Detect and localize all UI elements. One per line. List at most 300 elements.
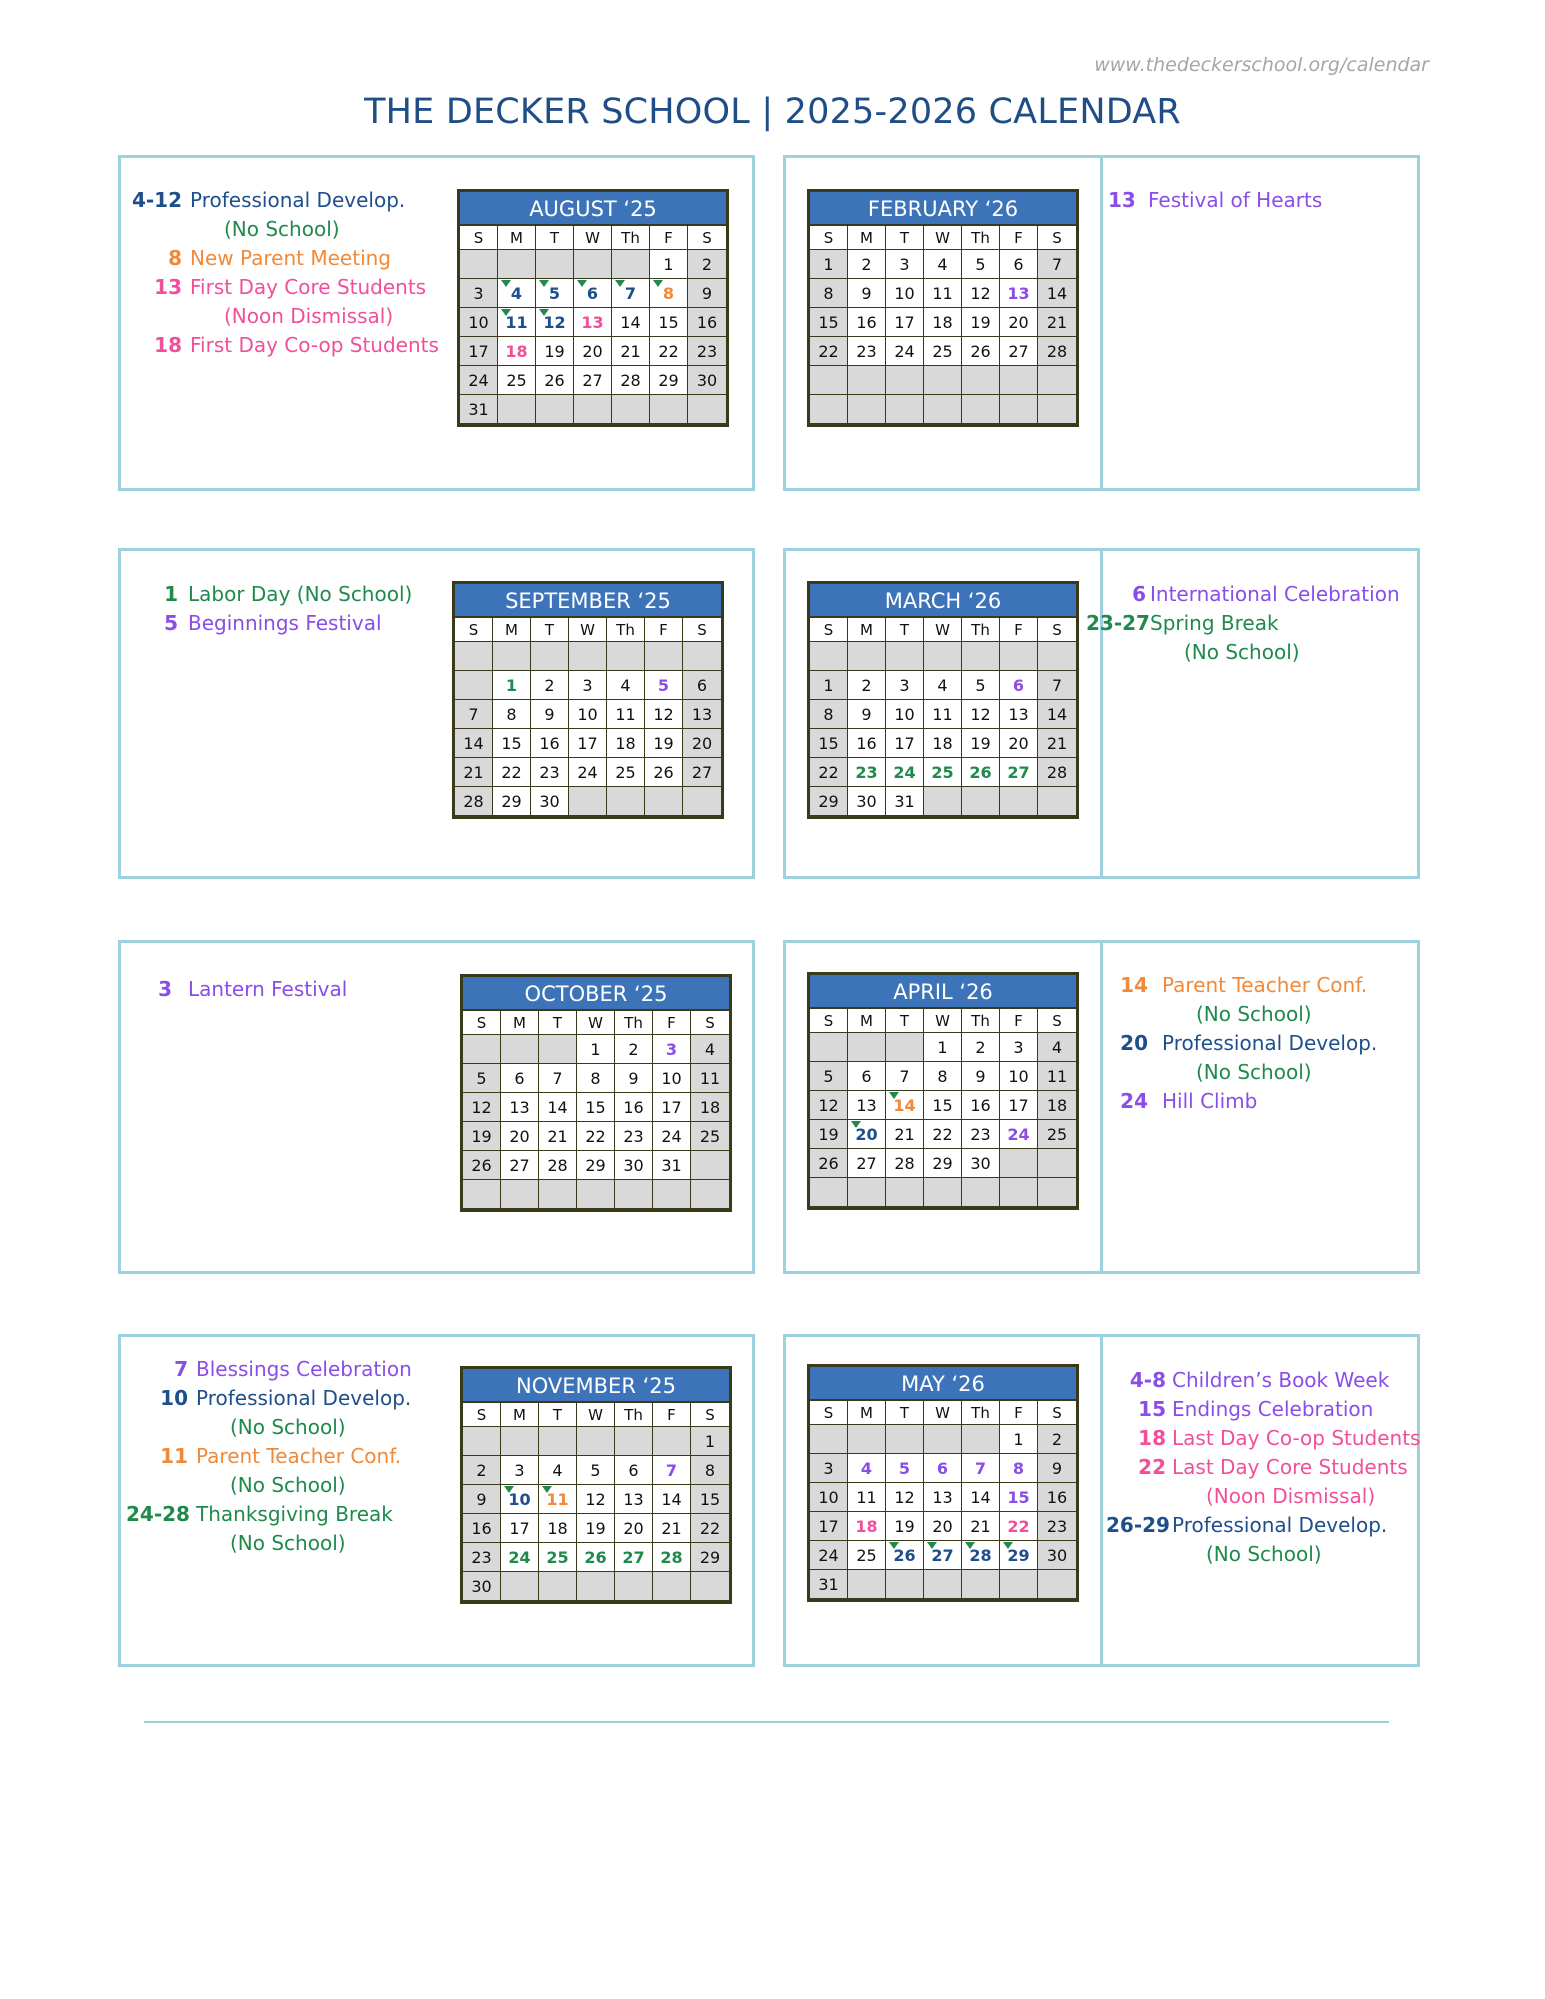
empty-cell [810, 1033, 848, 1062]
day-cell: 1 [810, 671, 848, 700]
calendar-march [807, 581, 1079, 819]
empty-cell [848, 1570, 886, 1599]
calendar-grid [810, 618, 1076, 816]
event-item [1086, 580, 1446, 608]
empty-cell [848, 642, 886, 671]
weekday-header: Th [615, 1011, 653, 1035]
day-cell: 14 [539, 1093, 577, 1122]
empty-cell [531, 642, 569, 671]
day-cell: 31 [886, 787, 924, 816]
event-label: International Celebration [1150, 582, 1400, 606]
event-label: Festival of Hearts [1148, 188, 1323, 212]
day-cell: 16 [688, 308, 726, 337]
empty-cell [498, 250, 536, 279]
day-cell: 14 [886, 1091, 924, 1120]
day-cell: 16 [848, 729, 886, 758]
day-cell: 18 [691, 1093, 729, 1122]
day-cell: 26 [810, 1149, 848, 1178]
event-date: 5 [164, 611, 178, 635]
day-cell: 10 [501, 1485, 539, 1514]
day-cell: 1 [493, 671, 531, 700]
empty-cell [1000, 1149, 1038, 1178]
day-cell: 8 [691, 1456, 729, 1485]
event-label: (No School) [1196, 1060, 1312, 1084]
day-cell: 22 [924, 1120, 962, 1149]
empty-cell [691, 1572, 729, 1601]
day-cell: 25 [539, 1543, 577, 1572]
website-url[interactable]: www.thedeckerschool.org/calendar [1094, 54, 1429, 76]
calendar-grid [463, 1011, 729, 1209]
day-cell: 2 [688, 250, 726, 279]
event-label: (No School) [224, 217, 340, 241]
day-cell: 10 [653, 1064, 691, 1093]
empty-cell [455, 671, 493, 700]
weekday-header: Th [612, 226, 650, 250]
day-cell: 11 [607, 700, 645, 729]
event-item [1106, 1453, 1466, 1481]
day-cell: 17 [1000, 1091, 1038, 1120]
event-date: 4-8 [1129, 1368, 1166, 1392]
day-cell: 30 [848, 787, 886, 816]
empty-cell [645, 642, 683, 671]
weekday-header: M [501, 1011, 539, 1035]
day-cell: 23 [688, 337, 726, 366]
empty-cell [650, 395, 688, 424]
weekday-header: M [501, 1403, 539, 1427]
day-cell: 23 [962, 1120, 1000, 1149]
empty-cell [924, 1178, 962, 1207]
day-cell: 9 [688, 279, 726, 308]
day-cell: 11 [848, 1483, 886, 1512]
day-cell: 3 [1000, 1033, 1038, 1062]
calendar-grid [810, 1401, 1076, 1599]
weekday-header: S [463, 1011, 501, 1035]
panel-divider [1100, 940, 1103, 1274]
event-item [126, 244, 486, 272]
day-cell: 25 [924, 337, 962, 366]
day-cell: 23 [848, 758, 886, 787]
day-cell: 13 [924, 1483, 962, 1512]
weekday-header: F [653, 1011, 691, 1035]
empty-cell [691, 1180, 729, 1209]
empty-cell [536, 395, 574, 424]
day-cell: 7 [653, 1456, 691, 1485]
weekday-header: S [810, 226, 848, 250]
day-cell: 20 [574, 337, 612, 366]
empty-cell [924, 366, 962, 395]
day-cell: 19 [645, 729, 683, 758]
day-cell: 26 [886, 1541, 924, 1570]
weekday-header: W [574, 226, 612, 250]
day-cell: 28 [455, 787, 493, 816]
event-label: (Noon Dismissal) [224, 304, 394, 328]
day-cell: 24 [569, 758, 607, 787]
day-cell: 17 [810, 1512, 848, 1541]
day-cell: 4 [924, 250, 962, 279]
calendar-grid [810, 226, 1076, 424]
empty-cell [848, 1178, 886, 1207]
page-title: THE DECKER SCHOOL | 2025-2026 CALENDAR [364, 92, 1181, 132]
day-cell: 6 [615, 1456, 653, 1485]
weekday-header: T [536, 226, 574, 250]
day-cell: 18 [924, 729, 962, 758]
day-cell: 25 [691, 1122, 729, 1151]
day-cell: 20 [683, 729, 721, 758]
empty-cell [962, 1570, 1000, 1599]
calendar-grid [460, 226, 726, 424]
day-cell: 1 [1000, 1425, 1038, 1454]
day-cell: 12 [810, 1091, 848, 1120]
weekday-header: Th [615, 1403, 653, 1427]
day-cell: 1 [577, 1035, 615, 1064]
event-date: 18 [154, 333, 182, 357]
weekday-header: W [924, 1009, 962, 1033]
day-cell: 17 [569, 729, 607, 758]
day-cell: 22 [1000, 1512, 1038, 1541]
event-date: 20 [1120, 1031, 1148, 1055]
day-cell: 9 [531, 700, 569, 729]
day-cell: 11 [539, 1485, 577, 1514]
empty-cell [810, 642, 848, 671]
day-cell: 25 [1038, 1120, 1076, 1149]
day-cell: 27 [1000, 758, 1038, 787]
day-cell: 21 [539, 1122, 577, 1151]
day-cell: 5 [536, 279, 574, 308]
empty-cell [683, 787, 721, 816]
day-cell: 13 [574, 308, 612, 337]
day-cell: 25 [848, 1541, 886, 1570]
weekday-header: W [569, 618, 607, 642]
empty-cell [1000, 1178, 1038, 1207]
event-item [126, 609, 486, 637]
day-cell: 23 [531, 758, 569, 787]
day-cell: 20 [924, 1512, 962, 1541]
day-cell: 26 [463, 1151, 501, 1180]
weekday-header: W [924, 1401, 962, 1425]
day-cell: 16 [962, 1091, 1000, 1120]
event-label: Parent Teacher Conf. [196, 1444, 402, 1468]
day-cell: 17 [653, 1093, 691, 1122]
day-cell: 19 [962, 729, 1000, 758]
weekday-header: S [1038, 226, 1076, 250]
weekday-header: M [848, 1401, 886, 1425]
calendar-grid [455, 618, 721, 816]
calendar-month-title: FEBRUARY ‘26 [810, 192, 1076, 226]
day-cell: 3 [810, 1454, 848, 1483]
day-cell: 4 [607, 671, 645, 700]
day-cell: 23 [848, 337, 886, 366]
bottom-divider-line [144, 1721, 1389, 1723]
event-item [1106, 1424, 1466, 1452]
event-date: 13 [154, 275, 182, 299]
day-cell: 19 [886, 1512, 924, 1541]
day-cell: 21 [612, 337, 650, 366]
empty-cell [539, 1427, 577, 1456]
weekday-header: T [886, 618, 924, 642]
weekday-header: W [924, 226, 962, 250]
day-cell: 5 [577, 1456, 615, 1485]
event-item [1106, 1366, 1466, 1394]
event-item [1108, 1087, 1468, 1115]
empty-cell [501, 1427, 539, 1456]
weekday-header: F [1000, 1009, 1038, 1033]
calendar-month-title: AUGUST ‘25 [460, 192, 726, 226]
event-label: Last Day Co-op Students [1172, 1426, 1421, 1450]
empty-cell [886, 366, 924, 395]
day-cell: 21 [1038, 308, 1076, 337]
day-cell: 27 [683, 758, 721, 787]
empty-cell [1038, 1149, 1076, 1178]
day-cell: 3 [569, 671, 607, 700]
day-cell: 17 [501, 1514, 539, 1543]
empty-cell [962, 366, 1000, 395]
event-date: 26-29 [1106, 1513, 1170, 1537]
event-item [126, 1471, 486, 1499]
day-cell: 29 [493, 787, 531, 816]
event-label: Professional Develop. [1172, 1513, 1388, 1537]
empty-cell [962, 1425, 1000, 1454]
day-cell: 19 [962, 308, 1000, 337]
day-cell: 31 [810, 1570, 848, 1599]
day-cell: 14 [455, 729, 493, 758]
event-label: (No School) [230, 1473, 346, 1497]
event-item [1106, 1482, 1466, 1510]
event-label: Lantern Festival [188, 977, 348, 1001]
weekday-header: S [1038, 1401, 1076, 1425]
calendar-february [807, 189, 1079, 427]
weekday-header: Th [962, 618, 1000, 642]
day-cell: 3 [460, 279, 498, 308]
event-date: 18 [1138, 1426, 1166, 1450]
weekday-header: S [810, 1009, 848, 1033]
day-cell: 16 [463, 1514, 501, 1543]
weekday-header: S [810, 618, 848, 642]
empty-cell [615, 1572, 653, 1601]
day-cell: 11 [498, 308, 536, 337]
event-item [126, 215, 486, 243]
event-date: 24-28 [126, 1502, 190, 1526]
day-cell: 16 [615, 1093, 653, 1122]
empty-cell [455, 642, 493, 671]
day-cell: 9 [848, 279, 886, 308]
empty-cell [501, 1180, 539, 1209]
empty-cell [569, 642, 607, 671]
day-cell: 10 [460, 308, 498, 337]
empty-cell [848, 1033, 886, 1062]
empty-cell [1038, 366, 1076, 395]
calendar-november [460, 1366, 732, 1604]
day-cell: 12 [886, 1483, 924, 1512]
weekday-header: S [691, 1011, 729, 1035]
empty-cell [886, 642, 924, 671]
event-date: 13 [1108, 188, 1136, 212]
event-label: Hill Climb [1162, 1089, 1258, 1113]
empty-cell [612, 395, 650, 424]
empty-cell [501, 1035, 539, 1064]
empty-cell [577, 1180, 615, 1209]
day-cell: 2 [848, 671, 886, 700]
day-cell: 15 [493, 729, 531, 758]
calendar-month-title: OCTOBER ‘25 [463, 977, 729, 1011]
empty-cell [1038, 787, 1076, 816]
day-cell: 10 [886, 279, 924, 308]
day-cell: 2 [531, 671, 569, 700]
calendar-october [460, 974, 732, 1212]
event-item [126, 1355, 486, 1383]
event-item [1108, 1029, 1468, 1057]
event-date: 22 [1138, 1455, 1166, 1479]
event-label: (No School) [230, 1415, 346, 1439]
event-item [126, 975, 486, 1003]
day-cell: 18 [539, 1514, 577, 1543]
event-label: (No School) [1206, 1542, 1322, 1566]
day-cell: 5 [645, 671, 683, 700]
day-cell: 8 [650, 279, 688, 308]
day-cell: 24 [460, 366, 498, 395]
event-item [1108, 1000, 1468, 1028]
event-label: Professional Develop. [190, 188, 406, 212]
event-item [126, 1500, 486, 1528]
day-cell: 29 [1000, 1541, 1038, 1570]
empty-cell [539, 1035, 577, 1064]
day-cell: 29 [650, 366, 688, 395]
weekday-header: T [539, 1403, 577, 1427]
empty-cell [574, 395, 612, 424]
day-cell: 2 [615, 1035, 653, 1064]
day-cell: 4 [1038, 1033, 1076, 1062]
day-cell: 2 [848, 250, 886, 279]
weekday-header: W [577, 1011, 615, 1035]
event-date: 7 [174, 1357, 188, 1381]
event-item [1106, 1511, 1466, 1539]
day-cell: 12 [645, 700, 683, 729]
event-label: First Day Co-op Students [190, 333, 439, 357]
day-cell: 21 [653, 1514, 691, 1543]
event-item [1086, 638, 1446, 666]
event-date: 1 [164, 582, 178, 606]
day-cell: 3 [886, 250, 924, 279]
weekday-header: T [886, 1009, 924, 1033]
day-cell: 1 [650, 250, 688, 279]
day-cell: 19 [536, 337, 574, 366]
day-cell: 6 [1000, 250, 1038, 279]
day-cell: 23 [615, 1122, 653, 1151]
day-cell: 28 [962, 1541, 1000, 1570]
day-cell: 6 [574, 279, 612, 308]
day-cell: 18 [848, 1512, 886, 1541]
weekday-header: W [924, 618, 962, 642]
day-cell: 25 [924, 758, 962, 787]
day-cell: 23 [1038, 1512, 1076, 1541]
event-item [1106, 1395, 1466, 1423]
day-cell: 27 [501, 1151, 539, 1180]
event-label: Professional Develop. [1162, 1031, 1378, 1055]
day-cell: 19 [463, 1122, 501, 1151]
day-cell: 6 [848, 1062, 886, 1091]
empty-cell [1000, 1570, 1038, 1599]
day-cell: 7 [1038, 250, 1076, 279]
day-cell: 28 [539, 1151, 577, 1180]
day-cell: 13 [615, 1485, 653, 1514]
empty-cell [886, 1033, 924, 1062]
day-cell: 12 [536, 308, 574, 337]
empty-cell [498, 395, 536, 424]
event-item [126, 302, 486, 330]
calendar-month-title: MAY ‘26 [810, 1367, 1076, 1401]
day-cell: 17 [460, 337, 498, 366]
calendar-april [807, 972, 1079, 1210]
day-cell: 24 [810, 1541, 848, 1570]
day-cell: 12 [962, 279, 1000, 308]
day-cell: 7 [962, 1454, 1000, 1483]
weekday-header: S [688, 226, 726, 250]
empty-cell [848, 395, 886, 424]
event-label: Spring Break [1150, 611, 1279, 635]
day-cell: 25 [607, 758, 645, 787]
day-cell: 24 [886, 758, 924, 787]
event-label: Professional Develop. [196, 1386, 412, 1410]
empty-cell [615, 1180, 653, 1209]
day-cell: 16 [848, 308, 886, 337]
weekday-header: T [531, 618, 569, 642]
calendar-grid [463, 1403, 729, 1601]
day-cell: 11 [691, 1064, 729, 1093]
day-cell: 3 [886, 671, 924, 700]
empty-cell [1038, 1570, 1076, 1599]
empty-cell [536, 250, 574, 279]
day-cell: 5 [810, 1062, 848, 1091]
day-cell: 8 [1000, 1454, 1038, 1483]
empty-cell [962, 787, 1000, 816]
event-date: 10 [160, 1386, 188, 1410]
day-cell: 8 [924, 1062, 962, 1091]
day-cell: 17 [886, 729, 924, 758]
empty-cell [463, 1180, 501, 1209]
day-cell: 27 [848, 1149, 886, 1178]
weekday-header: S [463, 1403, 501, 1427]
day-cell: 5 [962, 671, 1000, 700]
day-cell: 29 [577, 1151, 615, 1180]
day-cell: 21 [455, 758, 493, 787]
empty-cell [886, 395, 924, 424]
empty-cell [574, 250, 612, 279]
empty-cell [607, 787, 645, 816]
day-cell: 26 [645, 758, 683, 787]
day-cell: 4 [924, 671, 962, 700]
day-cell: 9 [848, 700, 886, 729]
day-cell: 1 [924, 1033, 962, 1062]
day-cell: 20 [1000, 729, 1038, 758]
day-cell: 30 [463, 1572, 501, 1601]
day-cell: 20 [615, 1514, 653, 1543]
day-cell: 13 [1000, 279, 1038, 308]
event-item [126, 331, 486, 359]
empty-cell [1000, 395, 1038, 424]
day-cell: 27 [615, 1543, 653, 1572]
event-item [126, 580, 486, 608]
empty-cell [924, 395, 962, 424]
day-cell: 20 [1000, 308, 1038, 337]
empty-cell [683, 642, 721, 671]
weekday-header: S [1038, 1009, 1076, 1033]
calendar-september [452, 581, 724, 819]
event-date: 3 [158, 977, 172, 1001]
day-cell: 28 [886, 1149, 924, 1178]
empty-cell [924, 1570, 962, 1599]
empty-cell [539, 1180, 577, 1209]
day-cell: 13 [501, 1093, 539, 1122]
empty-cell [924, 787, 962, 816]
